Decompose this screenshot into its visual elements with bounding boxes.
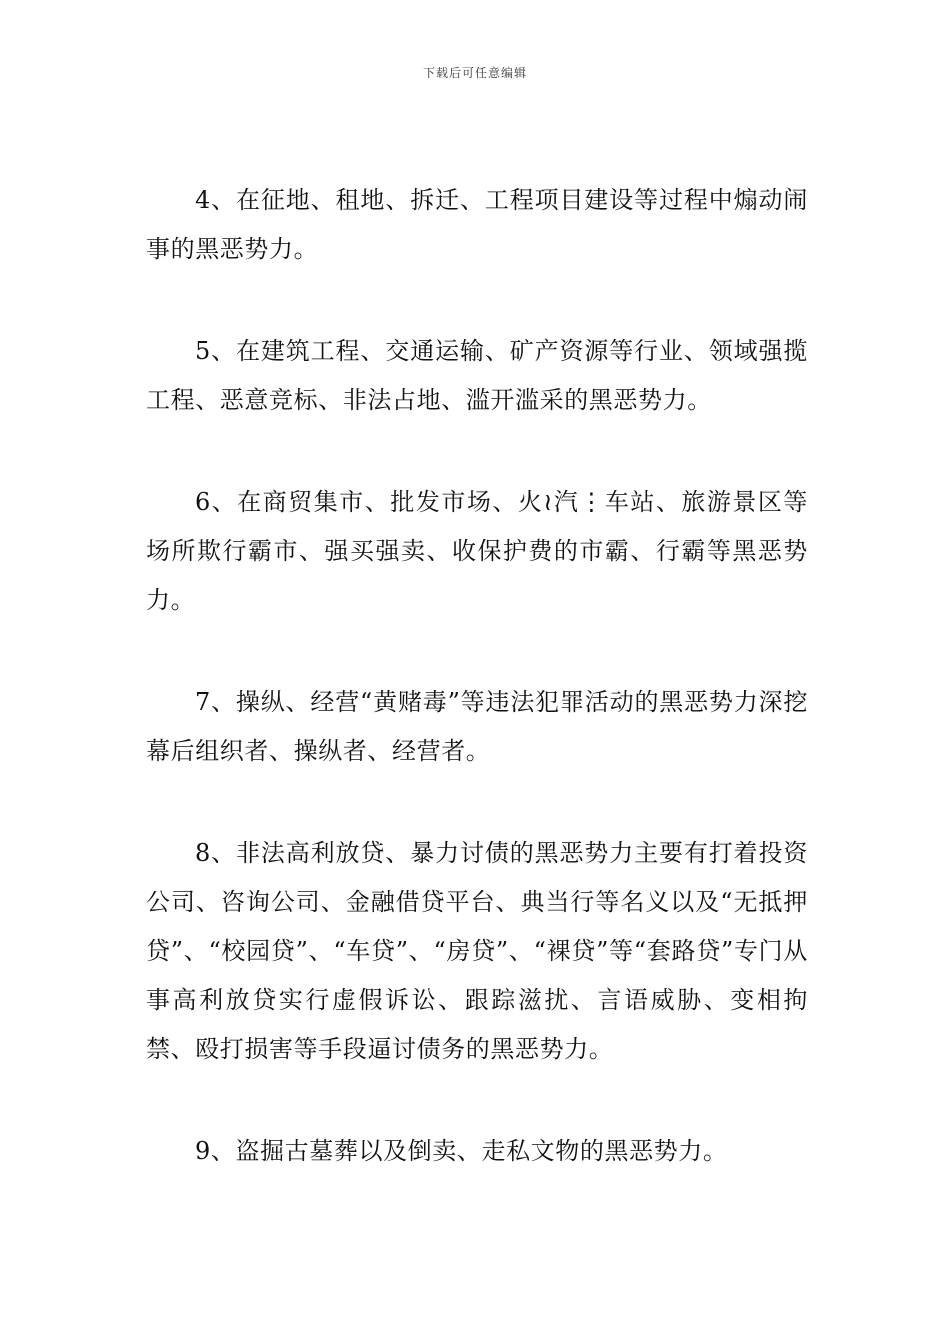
paragraph-item-6: 6、在商贸集市、批发市场、火≀汽⋮车站、旅游景区等场所欺行霸市、强买强卖、收保护费的市霸、行霸等黑恶势力。 — [146, 488, 808, 614]
paragraph-item-9: 9、盗掘古墓葬以及倒卖、走私文物的黑恶势力。 — [195, 1137, 728, 1165]
paragraph-item-5: 5、在建筑工程、交通运输、矿产资源等行业、领域强揽工程、恶意竞标、非法占地、滥开滥采的黑恶势力。 — [146, 337, 808, 414]
page-header-note: 下载后可任意编辑 — [422, 66, 527, 80]
document-body — [146, 176, 808, 1176]
paragraph-item-8: 8、非法高利放贷、暴力讨债的黑恶势力主要有打着投资公司、咨询公司、金融借贷平台、典当行等名义以及“无抵押贷”、“校园贷”、“车贷”、“房贷”、“裸贷”等“套路贷”专门从事高利放贷实行虚假诉讼、跟踪滋扰、言语威胁、变相拘禁、殴打损害等手段逼讨债务的黑恶势力。 — [146, 839, 808, 1063]
paragraph-item-7: 7、操纵、经营“黄赌毒”等违法犯罪活动的黑恶势力深挖幕后组织者、操纵者、经营者。 — [146, 688, 808, 765]
paragraph-item-4: 4、在征地、租地、拆迁、工程项目建设等过程中煽动闹事的黑恶势力。 — [146, 186, 808, 263]
